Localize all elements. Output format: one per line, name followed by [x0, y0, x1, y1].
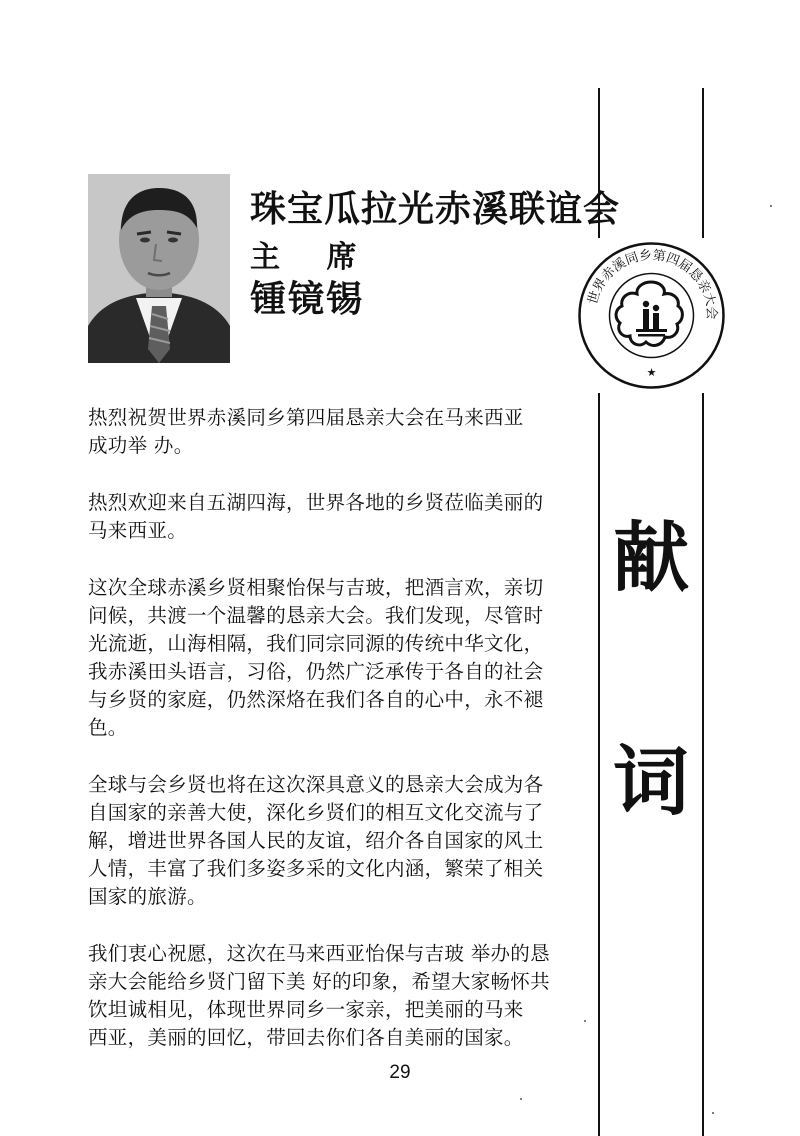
seal-ring-text: 世界赤溪同乡第四届恳亲大会 [585, 248, 719, 320]
speaker-name: 锺镜锡 [250, 279, 365, 320]
scan-speck [712, 1112, 714, 1114]
text-line: 热烈祝贺世界赤溪同乡第四届恳亲大会在马来西亚 [88, 406, 524, 429]
text-line: 色。 [88, 716, 128, 739]
text-line: 成功举 办。 [88, 434, 194, 457]
text-line: 自国家的亲善大使，深化乡贤们的相互文化交流与了 [88, 801, 544, 824]
text-line: 光流逝，山海相隔，我们同宗同源的传统中华文化， [88, 632, 544, 655]
text-line: 与乡贤的家庭，仍然深烙在我们各自的心中，永不褪 [88, 688, 544, 711]
scan-speck [520, 1098, 522, 1100]
text-line: 全球与会乡贤也将在这次深具意义的恳亲大会成为各 [88, 773, 544, 796]
text-line: 问候，共渡一个温馨的恳亲大会。我们发现，尽管时 [88, 604, 544, 627]
text-line: 这次全球赤溪乡贤相聚怡保与吉玻，把酒言欢，亲切 [88, 576, 544, 599]
text-line: 解，增进世界各国人民的友谊，绍介各自国家的风土 [88, 829, 544, 852]
seal-star-icon: ★ [646, 366, 657, 379]
speaker-header [250, 190, 620, 320]
portrait-photo [88, 174, 230, 363]
text-line: 亲大会能给乡贤门留下美 好的印象，希望大家畅怀共 [88, 970, 550, 993]
text-line: 西亚，美丽的回忆，带回去你们各自美丽的国家。 [88, 1026, 524, 1049]
paragraph [88, 574, 588, 742]
text-line: 热烈欢迎来自五湖四海，世界各地的乡贤莅临美丽的 [88, 491, 544, 514]
side-title-char-1: 献 [613, 513, 689, 602]
text-line: 我们衷心祝愿，这次在马来西亚怡保与吉玻 举办的恳 [88, 942, 550, 965]
paragraph [88, 489, 588, 545]
text-line: 人情，丰富了我们多姿多采的文化内涵，繁荣了相关 [88, 857, 544, 880]
paragraph [88, 404, 588, 460]
portrait-image [88, 174, 230, 363]
scan-speck [770, 205, 772, 207]
organization-name: 珠宝瓜拉光赤溪联谊会 [250, 189, 621, 230]
text-line: 我赤溪田头语言，习俗，仍然广泛承传于各自的社会 [88, 660, 544, 683]
page-number: 29 [389, 1062, 411, 1083]
text-line: 饮坦诚相见，体现世界同乡一家亲，把美丽的马来 [88, 998, 524, 1021]
side-title [598, 513, 704, 826]
paragraph [88, 940, 588, 1052]
speech-body [88, 404, 588, 1081]
paragraph [88, 771, 588, 911]
text-line: 马来西亚。 [88, 519, 188, 542]
text-line: 国家的旅游。 [88, 885, 207, 908]
speaker-role: 主 席 [250, 240, 375, 275]
scan-speck [584, 1020, 586, 1022]
side-title-char-2: 词 [613, 737, 689, 826]
